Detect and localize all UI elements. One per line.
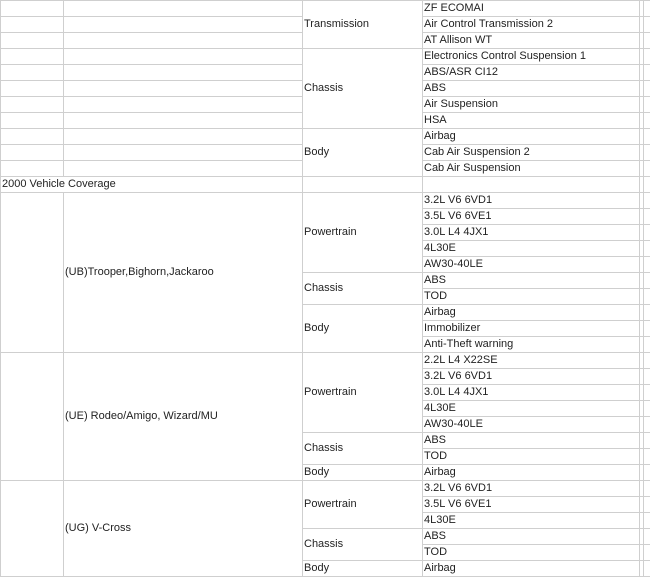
edge-cell	[644, 113, 650, 129]
edge-cell	[644, 209, 650, 225]
table-row	[1, 1, 650, 17]
model-cell: (UE) Rodeo/Amigo, Wizard/MU	[64, 353, 303, 481]
blank-cell	[1, 113, 64, 129]
blank-cell	[1, 49, 64, 65]
edge-cell	[644, 241, 650, 257]
table-row	[1, 193, 650, 209]
section-title: 2000 Vehicle Coverage	[1, 177, 303, 193]
edge-cell	[644, 97, 650, 113]
edge-cell	[644, 497, 650, 513]
feature-cell: Immobilizer	[423, 321, 640, 337]
model-cell	[64, 33, 303, 49]
feature-cell: ABS	[423, 529, 640, 545]
feature-cell: 2.2L L4 X22SE	[423, 353, 640, 369]
feature-cell: 3.5L V6 6VE1	[423, 209, 640, 225]
edge-cell	[644, 561, 650, 577]
blank-cell	[1, 193, 64, 353]
feature-cell: Air Suspension	[423, 97, 640, 113]
model-cell: (UG) V-Cross	[64, 481, 303, 577]
feature-cell: ZF ECOMAI	[423, 1, 640, 17]
blank-cell	[1, 17, 64, 33]
feature-cell: 4L30E	[423, 513, 640, 529]
model-cell	[64, 65, 303, 81]
blank-cell	[1, 81, 64, 97]
edge-cell	[644, 369, 650, 385]
feature-cell: Airbag	[423, 465, 640, 481]
system-cell: Powertrain	[303, 481, 423, 529]
feature-cell: 3.5L V6 6VE1	[423, 497, 640, 513]
edge-cell	[644, 337, 650, 353]
system-cell: Body	[303, 465, 423, 481]
edge-cell	[644, 177, 650, 193]
system-cell: Body	[303, 305, 423, 353]
feature-cell: ABS	[423, 273, 640, 289]
system-cell: Powertrain	[303, 193, 423, 273]
feature-cell: AT Allison WT	[423, 33, 640, 49]
feature-cell: Electronics Control Suspension 1	[423, 49, 640, 65]
blank-cell	[1, 481, 64, 577]
feature-cell: 3.0L L4 4JX1	[423, 225, 640, 241]
feature-cell: Airbag	[423, 561, 640, 577]
system-cell: Body	[303, 561, 423, 577]
edge-cell	[644, 449, 650, 465]
table-row	[1, 353, 650, 369]
table-row	[1, 49, 650, 65]
edge-cell	[644, 289, 650, 305]
edge-cell	[644, 401, 650, 417]
model-cell	[64, 81, 303, 97]
blank-cell	[1, 65, 64, 81]
feature-cell: 3.2L V6 6VD1	[423, 369, 640, 385]
model-cell	[64, 49, 303, 65]
model-cell	[64, 145, 303, 161]
feature-cell: Anti-Theft warning	[423, 337, 640, 353]
system-cell: Transmission	[303, 1, 423, 49]
model-cell	[64, 129, 303, 145]
feature-cell: Airbag	[423, 129, 640, 145]
edge-cell	[644, 193, 650, 209]
edge-cell	[644, 545, 650, 561]
feature-cell: HSA	[423, 113, 640, 129]
model-cell	[64, 161, 303, 177]
edge-cell	[644, 65, 650, 81]
feature-cell: TOD	[423, 289, 640, 305]
edge-cell	[644, 433, 650, 449]
edge-cell	[644, 257, 650, 273]
edge-cell	[644, 305, 650, 321]
model-cell	[64, 97, 303, 113]
feature-cell: 3.0L L4 4JX1	[423, 385, 640, 401]
blank-cell	[1, 1, 64, 17]
feature-cell: Air Control Transmission 2	[423, 17, 640, 33]
blank-cell	[1, 145, 64, 161]
edge-cell	[644, 513, 650, 529]
feature-cell: ABS	[423, 81, 640, 97]
feature-cell: 3.2L V6 6VD1	[423, 481, 640, 497]
model-cell	[64, 1, 303, 17]
edge-cell	[644, 385, 650, 401]
edge-cell	[644, 17, 650, 33]
feature-cell: ABS/ASR CI12	[423, 65, 640, 81]
blank-cell	[1, 33, 64, 49]
model-cell	[64, 113, 303, 129]
edge-cell	[644, 1, 650, 17]
system-cell	[303, 177, 423, 193]
model-cell: (UB)Trooper,Bighorn,Jackaroo	[64, 193, 303, 353]
feature-cell: 4L30E	[423, 401, 640, 417]
edge-cell	[644, 417, 650, 433]
feature-cell: Airbag	[423, 305, 640, 321]
edge-cell	[644, 129, 650, 145]
system-cell: Chassis	[303, 529, 423, 561]
system-cell: Chassis	[303, 433, 423, 465]
edge-cell	[644, 49, 650, 65]
coverage-table-body	[1, 1, 650, 577]
feature-cell: TOD	[423, 545, 640, 561]
edge-cell	[644, 465, 650, 481]
system-cell: Chassis	[303, 49, 423, 129]
system-cell: Chassis	[303, 273, 423, 305]
blank-cell	[1, 97, 64, 113]
model-cell	[64, 17, 303, 33]
section-row	[1, 177, 650, 193]
edge-cell	[644, 145, 650, 161]
feature-cell: TOD	[423, 449, 640, 465]
feature-cell: ABS	[423, 433, 640, 449]
edge-cell	[644, 529, 650, 545]
blank-cell	[1, 161, 64, 177]
edge-cell	[644, 273, 650, 289]
feature-cell: Cab Air Suspension	[423, 161, 640, 177]
feature-cell: 3.2L V6 6VD1	[423, 193, 640, 209]
feature-cell: AW30-40LE	[423, 257, 640, 273]
edge-cell	[644, 161, 650, 177]
edge-cell	[644, 225, 650, 241]
system-cell: Powertrain	[303, 353, 423, 433]
edge-cell	[644, 353, 650, 369]
blank-cell	[1, 129, 64, 145]
blank-cell	[1, 353, 64, 481]
feature-cell	[423, 177, 640, 193]
table-row	[1, 129, 650, 145]
feature-cell: AW30-40LE	[423, 417, 640, 433]
system-cell: Body	[303, 129, 423, 177]
edge-cell	[644, 321, 650, 337]
feature-cell: 4L30E	[423, 241, 640, 257]
feature-cell: Cab Air Suspension 2	[423, 145, 640, 161]
edge-cell	[644, 481, 650, 497]
edge-cell	[644, 33, 650, 49]
table-row	[1, 481, 650, 497]
edge-cell	[644, 81, 650, 97]
